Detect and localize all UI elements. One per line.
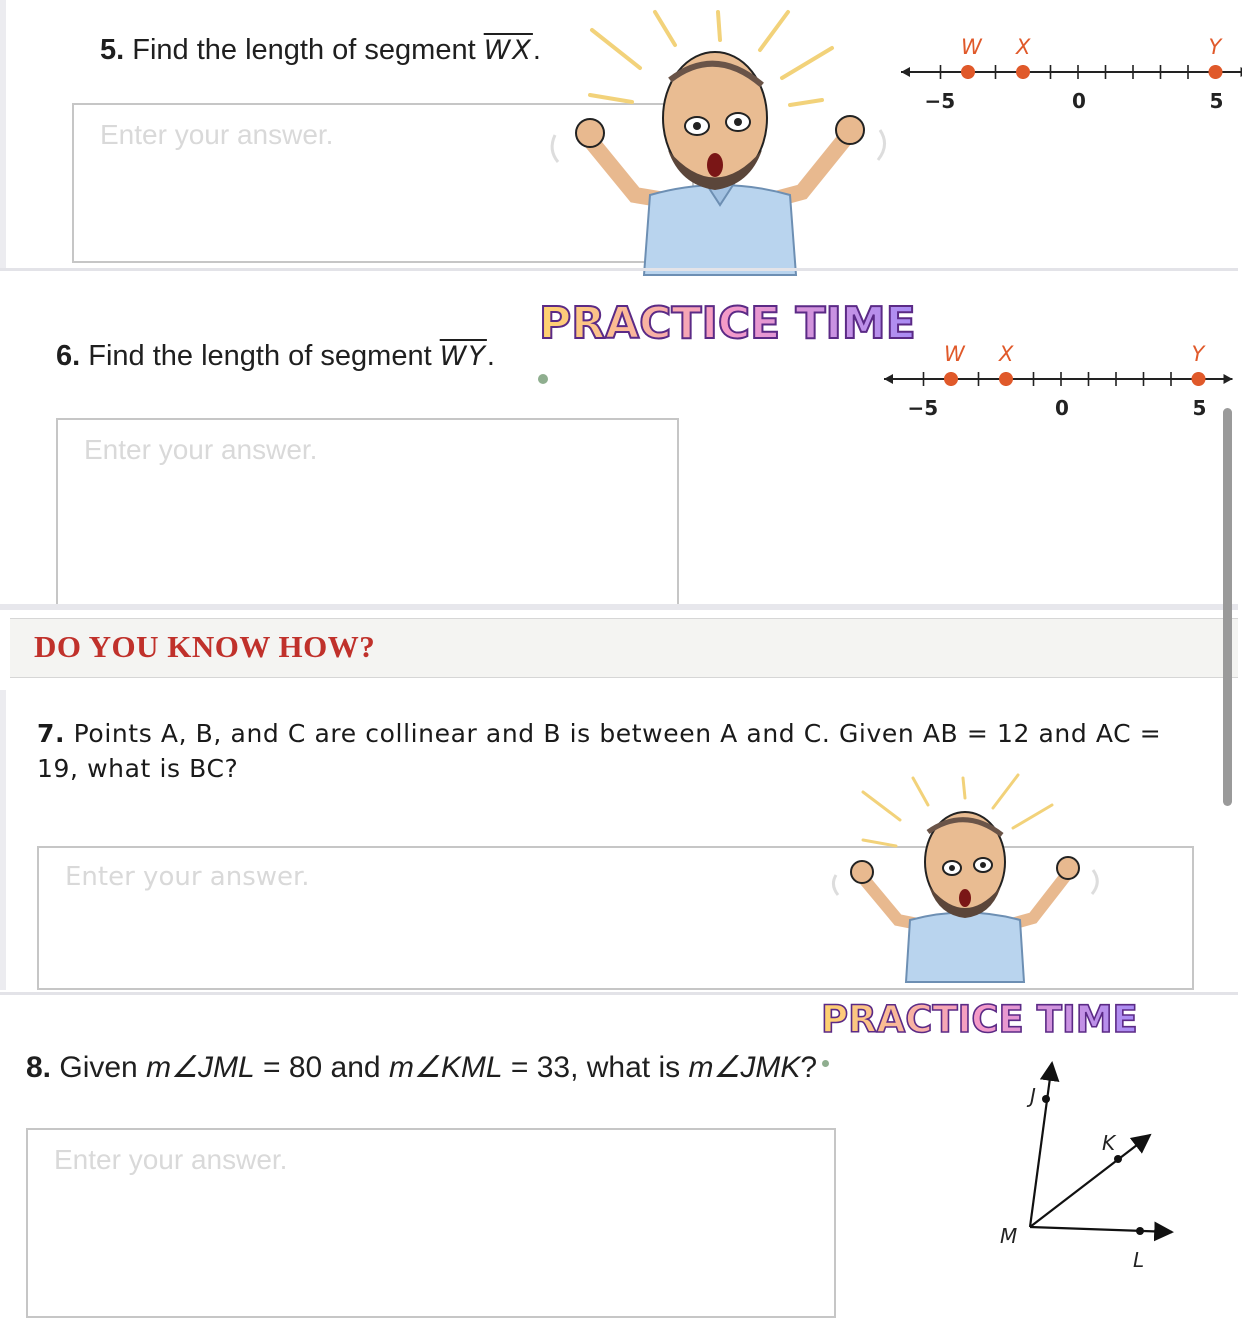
question-6-answer-box[interactable] xyxy=(56,418,679,606)
left-edge-strip xyxy=(0,690,6,990)
question-6-text: 6. Find the length of segment $\overline{WY}$. xyxy=(56,340,495,373)
question-7-text: 7. Points A, B, and C are collinear and B is between A and C. Given AB = 12 and AC = 19, what is BC? xyxy=(37,716,1197,786)
angle-figure xyxy=(990,1055,1190,1275)
label-m: M xyxy=(1000,1224,1017,1248)
axis-arrow-left xyxy=(884,374,893,384)
label-j: J xyxy=(1026,1084,1036,1108)
point-w xyxy=(961,65,975,79)
point-y xyxy=(1192,372,1206,386)
point-y xyxy=(1209,65,1223,79)
point-label-w: W xyxy=(961,35,983,59)
ray-ml xyxy=(1030,1227,1172,1232)
number-line-1 xyxy=(895,28,1215,128)
ray-mk xyxy=(1030,1135,1150,1227)
question-divider xyxy=(0,268,1238,271)
status-dot xyxy=(822,1060,829,1067)
scrollbar-thumb[interactable] xyxy=(1223,408,1232,806)
label-k: K xyxy=(1102,1131,1117,1155)
question-6-answer-input[interactable] xyxy=(58,420,677,604)
label-l: L xyxy=(1133,1248,1144,1272)
section-header xyxy=(10,618,1238,678)
point-label-y: Y xyxy=(1209,35,1224,59)
question-5-text: 5. Find the length of segment $\overline{WX}$. xyxy=(100,34,541,67)
practice-time-sticker-2 xyxy=(818,990,1118,1045)
question-8-answer-input[interactable] xyxy=(28,1130,834,1316)
tick-label: 5 xyxy=(1193,396,1207,420)
point-w xyxy=(944,372,958,386)
tick-label: −5 xyxy=(925,89,956,113)
question-8-answer-box[interactable] xyxy=(26,1128,836,1318)
practice-time-label: PRACTICE TIME xyxy=(539,298,916,349)
question-8-text: 8. Given m∠JML = 80 and m∠KML = 33, what is m∠JMK? xyxy=(26,1050,817,1085)
status-dot xyxy=(538,374,548,384)
point-label-x: X xyxy=(1015,35,1031,59)
tick-label: 0 xyxy=(1072,89,1086,113)
tick-label: 5 xyxy=(1210,89,1224,113)
tick-label: −5 xyxy=(908,396,939,420)
practice-time-label: PRACTICE TIME xyxy=(821,998,1138,1041)
practice-time-sticker-1 xyxy=(535,288,915,358)
tick-label: 0 xyxy=(1055,396,1069,420)
left-edge-strip xyxy=(0,0,6,268)
number-line-2 xyxy=(878,335,1198,435)
excited-man-sticker-2 xyxy=(828,770,1108,985)
point-label-y: Y xyxy=(1192,342,1207,366)
section-divider xyxy=(0,604,1238,610)
point-label-w: W xyxy=(944,342,966,366)
axis-arrow-right xyxy=(1224,374,1233,384)
point-x xyxy=(1016,65,1030,79)
excited-man-sticker-1 xyxy=(540,0,920,275)
section-header-title: DO YOU KNOW HOW? xyxy=(34,629,375,665)
point-label-x: X xyxy=(998,342,1014,366)
point-x xyxy=(999,372,1013,386)
